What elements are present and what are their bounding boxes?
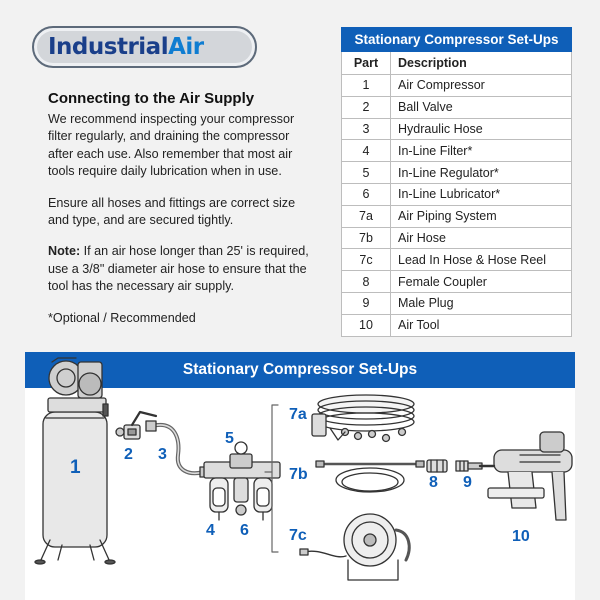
callout-10: 10 (512, 528, 530, 545)
part-description: Air Compressor (391, 75, 572, 97)
callout-8: 8 (429, 474, 438, 491)
part-number: 2 (342, 96, 391, 118)
callout-7c: 7c (289, 527, 307, 544)
column-header-description: Description (391, 52, 572, 75)
callout-5: 5 (225, 430, 234, 447)
part-number: 9 (342, 292, 391, 314)
part-number: 5 (342, 162, 391, 184)
part-description: Air Tool (391, 314, 572, 336)
air-tool-illustration (480, 432, 572, 520)
table-title: Stationary Compressor Set-Ups (342, 28, 572, 52)
column-header-part: Part (342, 52, 391, 75)
logo-text-industrial: Industrial (48, 34, 169, 60)
air-piping-illustration (312, 395, 414, 442)
female-coupler-illustration (427, 460, 447, 472)
part-number: 7b (342, 227, 391, 249)
info-footnote: *Optional / Recommended (48, 310, 196, 325)
callout-7a: 7a (289, 406, 307, 423)
frl-unit-illustration (204, 442, 280, 520)
diagram-banner-title: Stationary Compressor Set-Ups (25, 352, 575, 388)
part-description: Female Coupler (391, 271, 572, 293)
info-paragraph-inspection: We recommend inspecting your compressor filter regularly, and draining the compressor after each use. Also remember that most air tools require daily lubrication when in use. (48, 112, 295, 179)
part-description: Male Plug (391, 292, 572, 314)
callout-6: 6 (240, 522, 249, 539)
part-description: Hydraulic Hose (391, 118, 572, 140)
part-description: Air Hose (391, 227, 572, 249)
callout-1: 1 (70, 457, 81, 478)
part-number: 7c (342, 249, 391, 271)
note-label: Note: (48, 244, 81, 259)
callout-2: 2 (124, 446, 133, 463)
part-description: In-Line Filter* (391, 140, 572, 162)
part-description: Lead In Hose & Hose Reel (391, 249, 572, 271)
air-hose-illustration (316, 461, 424, 492)
part-number: 6 (342, 183, 391, 205)
callout-9: 9 (463, 474, 472, 491)
callout-7b: 7b (289, 466, 308, 483)
part-number: 4 (342, 140, 391, 162)
male-plug-illustration (456, 461, 482, 471)
part-number: 10 (342, 314, 391, 336)
logo-text-air: Air (168, 34, 204, 60)
part-description: Ball Valve (391, 96, 572, 118)
part-number: 8 (342, 271, 391, 293)
callout-3: 3 (158, 446, 167, 463)
part-description: In-Line Lubricator* (391, 183, 572, 205)
info-paragraph-hoses: Ensure all hoses and fittings are correct size and type, and are secured tightly. (48, 195, 296, 228)
part-description: In-Line Regulator* (391, 162, 572, 184)
part-number: 3 (342, 118, 391, 140)
hose-reel-illustration (300, 514, 409, 580)
note-text: If an air hose longer than 25' is required, use a 3/8" diameter air hose to ensure that the tool has the necessary air supply. (48, 244, 309, 294)
callout-4: 4 (206, 522, 215, 539)
part-number: 1 (342, 75, 391, 97)
part-description: Air Piping System (391, 205, 572, 227)
info-heading: Connecting to the Air Supply (48, 90, 255, 107)
hydraulic-hose-illustration (146, 421, 210, 477)
part-number: 7a (342, 205, 391, 227)
